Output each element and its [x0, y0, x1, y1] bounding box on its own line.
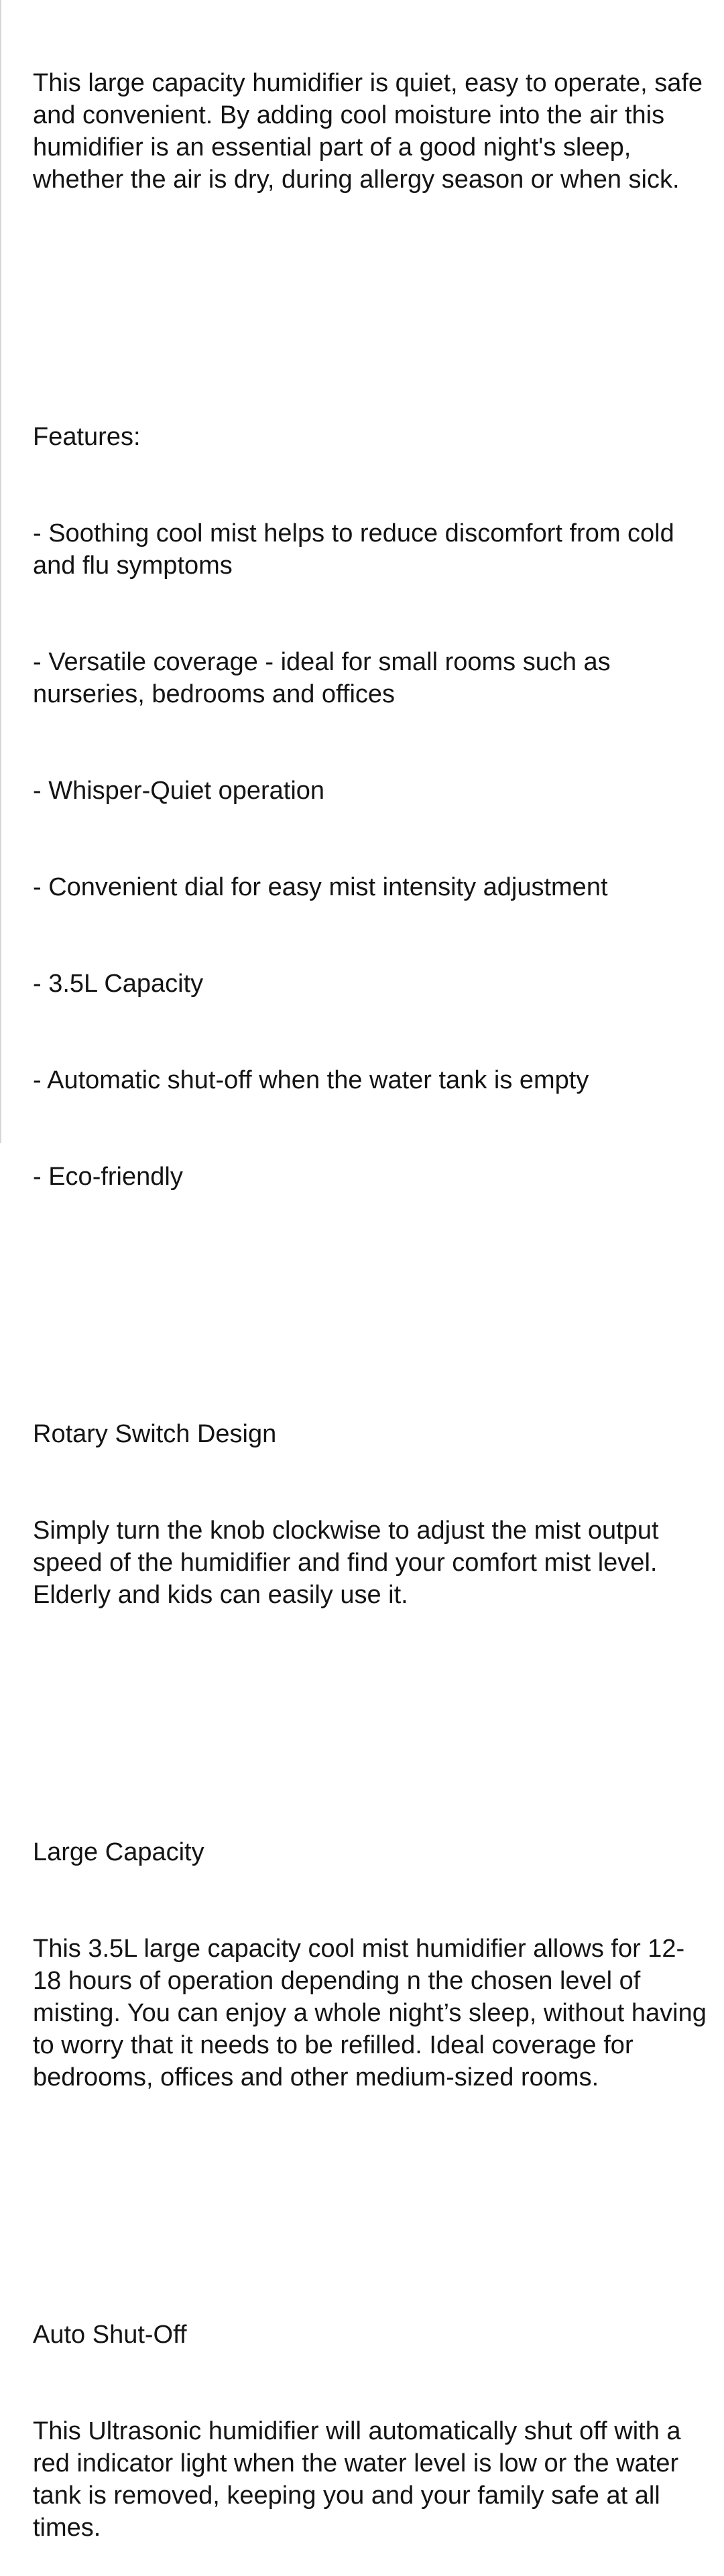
feature-item: - Whisper-Quiet operation	[33, 777, 325, 805]
feature-item: - Automatic shut-off when the water tank is empty	[33, 1066, 589, 1094]
paragraph-gap	[33, 2190, 710, 2222]
section-heading-auto-shut-off: Auto Shut-Off	[33, 2321, 187, 2349]
product-description	[33, 0, 714, 2576]
section-body-large-capacity: This 3.5L large capacity cool mist humidifier allows for 12-18 hours of operation depending n the chosen level of misting. You can enjoy a whole night’s sleep, without having to worry that it needs to be refilled. Ideal coverage for bedrooms, offices and other medium-sized rooms.	[33, 1935, 714, 2091]
left-border	[0, 0, 1, 1143]
paragraph-gap	[33, 1289, 710, 1322]
section-body-rotary-switch: Simply turn the knob clockwise to adjust the mist output speed of the humidifier and find your comfort mist level. Elderly and kids can easily use it.	[33, 1517, 666, 1609]
feature-item: - Soothing cool mist helps to reduce discomfort from cold and flu symptoms	[33, 519, 682, 580]
feature-item: - Convenient dial for easy mist intensity adjustment	[33, 873, 608, 901]
feature-item: - 3.5L Capacity	[33, 970, 204, 998]
section-heading-rotary-switch: Rotary Switch Design	[33, 1420, 277, 1448]
paragraph-gap	[33, 1708, 710, 1740]
feature-item: - Eco-friendly	[33, 1163, 183, 1191]
paragraph-gap	[33, 292, 710, 324]
feature-item: - Versatile coverage - ideal for small rooms such as nurseries, bedrooms and offices	[33, 648, 618, 708]
features-heading: Features:	[33, 423, 141, 451]
intro-paragraph: This large capacity humidifier is quiet, easy to operate, safe and convenient. By adding cool moisture into the air this humidifier is an essential part of a good night's sleep, whether the air is dry, during allergy season or when sick.	[33, 69, 710, 194]
section-body-auto-shut-off: This Ultrasonic humidifier will automatically shut off with a red indicator light when the water level is low or the water tank is removed, keeping you and your family safe at all times.	[33, 2417, 688, 2542]
section-heading-large-capacity: Large Capacity	[33, 1838, 204, 1866]
